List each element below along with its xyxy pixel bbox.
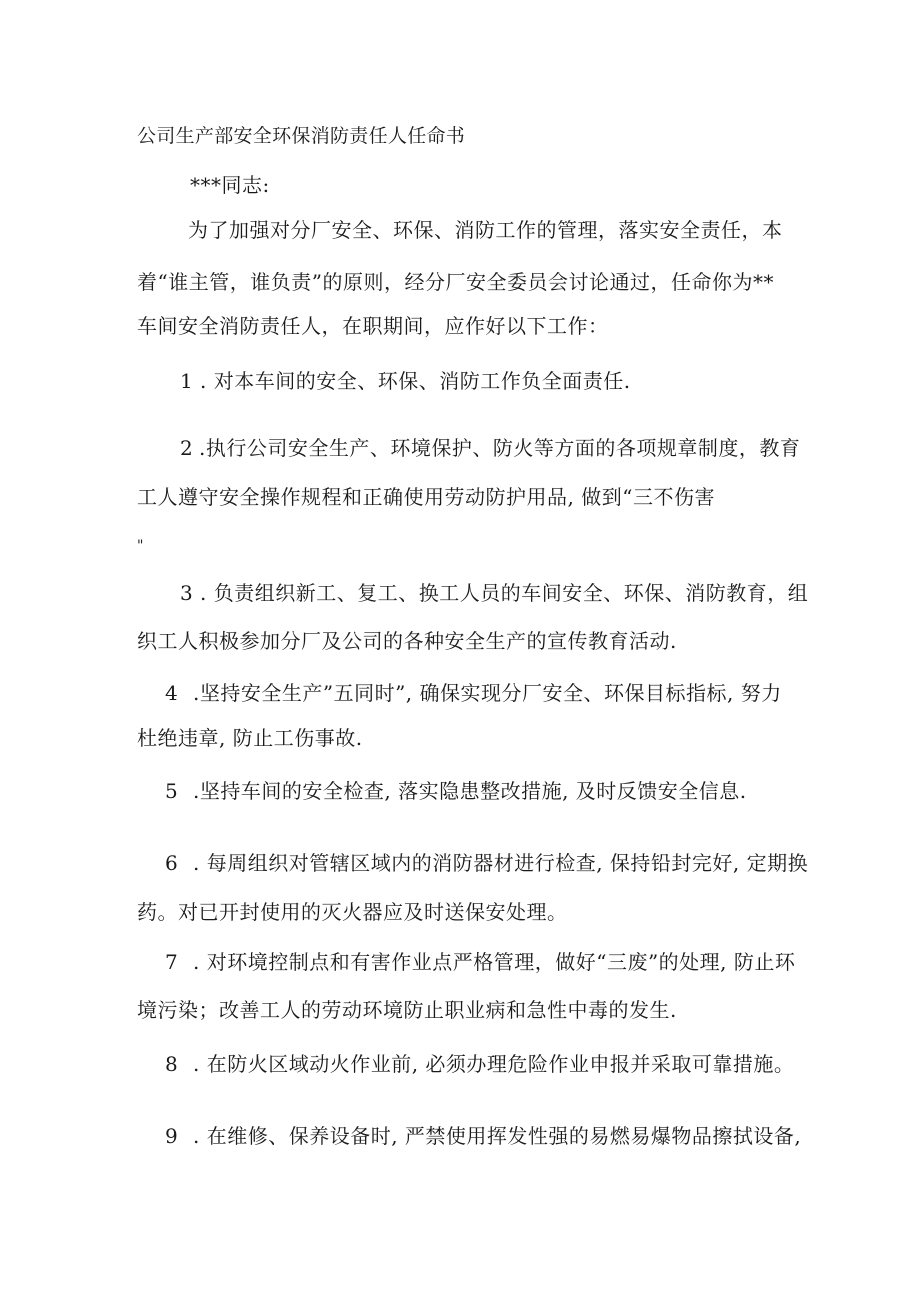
intro-line: 为了加强对分厂安全、环保、消防工作的管理，落实安全责任，本 xyxy=(188,218,783,242)
item-line: .坚持车间的安全检查, 落实隐患整改措施, 及时反馈安全信息. xyxy=(193,779,747,803)
item-line: 工人遵守安全操作规程和正确使用劳动防护用品, 做到“三不伤害 xyxy=(137,485,715,509)
item-line: .坚持安全生产”五同时”, 确保实现分厂安全、环保目标指标, 努力 xyxy=(193,681,782,705)
item-number: 2 xyxy=(180,436,194,460)
item-line: 药。对已开封使用的灭火器应及时送保安处理。 xyxy=(137,900,568,924)
closing-quote-mark: " xyxy=(137,538,144,554)
item-number: 1 xyxy=(180,369,194,393)
item-number: 5 xyxy=(165,779,179,803)
item-line: . 在防火区域动火作业前, 必须办理危险作业申报并采取可靠措施。 xyxy=(193,1052,795,1076)
item-line: . 负责组织新工、复工、换工人员的车间安全、环保、消防教育，组 xyxy=(200,581,809,605)
intro-line: 车间安全消防责任人，在职期间，应作好以下工作： xyxy=(137,314,609,338)
item-line: . 在维修、保养设备时, 严禁使用挥发性强的易燃易爆物品擦拭设备, xyxy=(193,1124,802,1148)
intro-line: 着“谁主管，谁负责”的原则，经分厂安全委员会讨论通过，任命你为** xyxy=(137,270,774,294)
item-number: 6 xyxy=(165,851,179,875)
item-line: 境污染；改善工人的劳动环境防止职业病和急性中毒的发生. xyxy=(137,998,677,1022)
item-line: 杜绝违章, 防止工伤事故. xyxy=(137,726,363,750)
item-number: 8 xyxy=(165,1052,179,1076)
item-number: 7 xyxy=(165,950,179,974)
item-line: . 对环境控制点和有害作业点严格管理，做好“三废”的处理, 防止环 xyxy=(193,950,796,974)
document-title: 公司生产部安全环保消防责任人任命书 xyxy=(137,125,466,147)
item-line: . 每周组织对管辖区域内的消防器材进行检查, 保持铅封完好, 定期换 xyxy=(193,851,809,875)
item-line: 织工人积极参加分厂及公司的各种安全生产的宣传教育活动. xyxy=(137,629,677,653)
item-number: 4 xyxy=(165,681,179,705)
item-line: . 对本车间的安全、环保、消防工作负全面责任. xyxy=(200,369,631,393)
item-number: 9 xyxy=(165,1124,179,1148)
salutation: ***同志: xyxy=(190,173,270,197)
item-number: 3 xyxy=(180,581,194,605)
item-line: .执行公司安全生产、环境保护、防火等方面的各项规章制度，教育 xyxy=(199,436,801,460)
